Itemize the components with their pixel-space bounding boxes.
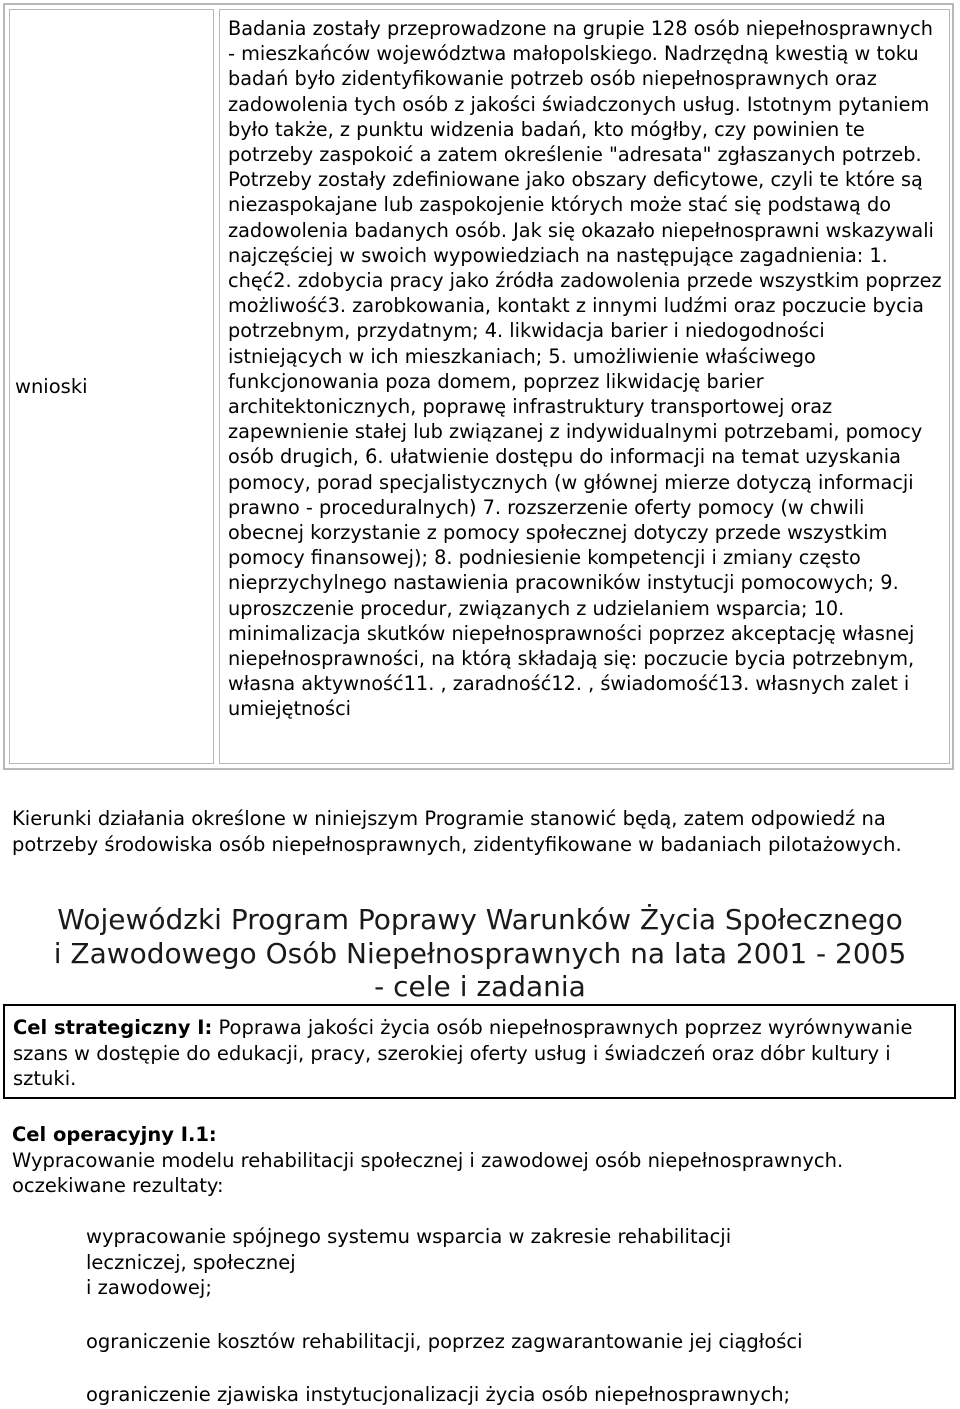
result-item-1 [86, 1224, 946, 1301]
table-label: wnioski [15, 375, 88, 398]
result-item-1-line-2: leczniczej, społecznej [86, 1250, 296, 1274]
intro-paragraph: Kierunki działania określone w niniejszym Programie stanowić będą, zatem odpowiedź na potrzeby środowiska osób niepełnosprawnych, zidentyfikowane w badaniach pilotażowych. [12, 807, 902, 856]
strategic-goal-text: Poprawa jakości życia osób niepełnosprawnych poprzez wyrównywanie szans w dostępie do edukacji, pracy, szerokiej oferty usług i świadczeń oraz dóbr kultury i sztuki. [13, 1016, 913, 1090]
result-item-1-line-3: i zawodowej; [86, 1276, 212, 1299]
result-item-3-line-1: ograniczenie zjawiska instytucjonalizacji życia osób niepełnosprawnych; [86, 1383, 791, 1406]
table-label-cell [9, 9, 214, 764]
conclusions-table [3, 3, 954, 770]
operational-goal-text: Wypracowanie modelu rehabilitacji społecznej i zawodowej osób niepełnosprawnych. [12, 1148, 844, 1172]
strategic-goal-box [3, 1004, 956, 1099]
program-title [0, 903, 960, 1004]
results-label: oczekiwane rezultaty: [12, 1174, 224, 1197]
strategic-goal-label: Cel strategiczny I: [13, 1016, 213, 1039]
result-item-1-line-1: wypracowanie spójnego systemu wsparcia w zakresie rehabilitacji [86, 1225, 732, 1248]
operational-goal-label: Cel operacyjny I.1: [12, 1123, 217, 1146]
program-title-line-1: Wojewódzki Program Poprawy Warunków Życia Społecznego [57, 903, 903, 936]
result-item-2-line-1: ograniczenie kosztów rehabilitacji, poprzez zagwarantowanie jej ciągłości [86, 1330, 803, 1353]
result-item-2 [86, 1329, 946, 1355]
result-item-3 [86, 1382, 946, 1408]
program-title-line-3: - cele i zadania [374, 970, 586, 1003]
program-title-line-2: i Zawodowego Osób Niepełnosprawnych na lata 2001 - 2005 [53, 936, 907, 970]
operational-goal [12, 1122, 952, 1199]
table-body-cell: Badania zostały przeprowadzone na grupie 128 osób niepełnosprawnych - mieszkańców województwa małopolskiego. Nadrzędną kwestią w toku badań było zidentyfikowanie potrzeb osób niepełnosprawnych oraz zadowolenia tych osób z jakości świadczonych usług. Istotnym pytaniem było także, z punktu widzenia badań, kto mógłby, czy powinien te potrzeby zaspokoić a zatem określenie "adresata" zgłaszanych potrzeb. Potrzeby zostały zdefiniowane jako obszary deficytowe, czyli te które są niezaspokajane lub zaspokojenie których może stać się podstawą do zadowolenia badanych osób. Jak się okazało niepełnosprawni wskazywali najczęściej w swoich wypowiedziach na następujące zagadnienia: 1. chęć2. zdobycia pracy jako źródła zadowolenia przede wszystkim poprzez możliwość3. zarobkowania, kontakt z innymi ludźmi oraz poczucie bycia potrzebnym, przydatnym; 4. likwidacja barier i niedogodności istniejących w ich mieszkaniach; 5. umożliwienie właściwego funkcjonowania poza domem, poprzez likwidację barier architektonicznych, poprawę infrastruktury transportowej oraz zapewnienie stałej lub związanej z indywidualnymi potrzebami, pomocy osób drugich, 6. ułatwienie dostępu do informacji na temat uzyskania pomocy, porad specjalistycznych (w głównej mierze dotyczą informacji prawno - proceduralnych) 7. rozszerzenie oferty pomocy (w chwili obecnej korzystanie z pomocy społecznej dotyczy przede wszystkim pomocy finansowej); 8. podniesienie kompetencji i zmiany często nieprzychylnego nastawienia pracowników instytucji pomocowych; 9. uproszczenie procedur, związanych z udzielaniem wsparcia; 10. minimalizacja skutków niepełnosprawności poprzez akceptację własnej niepełnosprawności, na którą składają się: poczucie bycia potrzebnym, własna aktywność11. , zaradność12. , świadomość13. własnych zalet i umiejętności [219, 9, 950, 764]
